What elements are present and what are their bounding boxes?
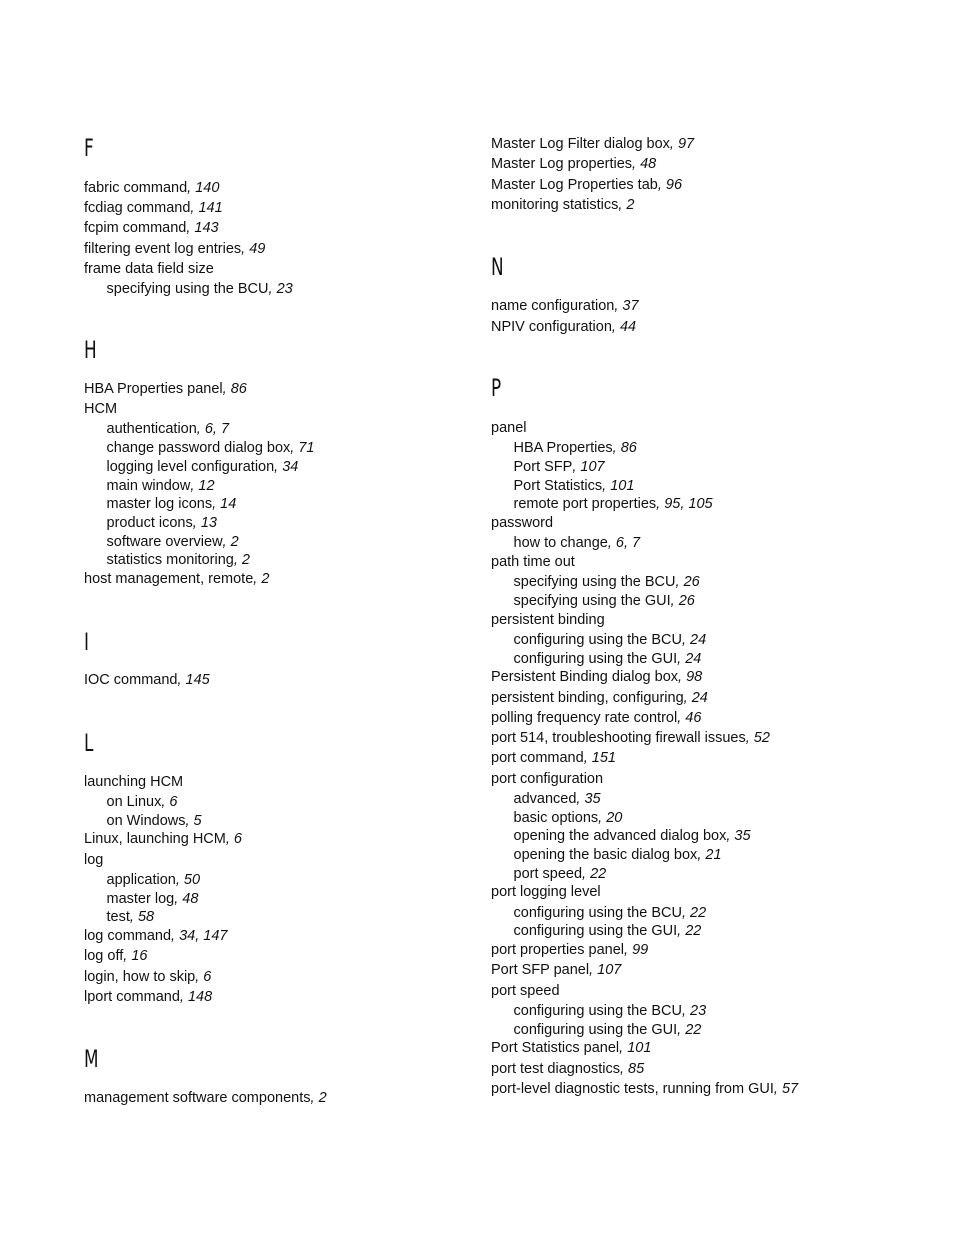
index-page-reference[interactable]: 86 [230, 381, 247, 397]
index-page-reference[interactable]: 23 [276, 281, 293, 297]
index-page-reference[interactable]: 6 [169, 794, 178, 810]
index-term: product icons [106, 515, 193, 531]
index-term: port speed [491, 983, 560, 999]
index-page-reference[interactable]: 2 [241, 552, 250, 568]
index-term: specifying using the GUI [513, 593, 671, 609]
index-page-reference[interactable]: 141 [198, 200, 223, 216]
index-term: port test diagnostics [491, 1061, 620, 1077]
index-page-reference[interactable]: 22 [685, 1022, 702, 1038]
index-term: software overview [106, 534, 223, 550]
index-separator: , [253, 571, 262, 587]
index-entry [84, 179, 219, 197]
index-subentry [84, 908, 154, 926]
index-section-letter: M [84, 1045, 99, 1073]
index-subentry [491, 809, 622, 827]
index-page-reference[interactable]: 98 [686, 669, 703, 685]
index-entry [491, 611, 605, 629]
index-entry [491, 318, 636, 336]
index-term: opening the basic dialog box [513, 847, 698, 863]
index-separator: , [175, 872, 184, 888]
index-term: port speed [513, 866, 583, 882]
index-term: Master Log Properties tab [491, 177, 658, 193]
index-term: Port Statistics [513, 478, 603, 494]
index-term: login, how to skip [84, 969, 196, 985]
index-term: port 514, troubleshooting firewall issues [491, 730, 746, 746]
index-separator: , [274, 459, 283, 475]
index-separator: , [186, 220, 195, 236]
index-term: port-level diagnostic tests, running from GUI [491, 1081, 774, 1097]
index-subentry [84, 280, 293, 298]
index-separator: , [675, 574, 684, 590]
index-separator: , [185, 813, 194, 829]
index-subentry [84, 514, 217, 532]
index-page-reference[interactable]: 52 [753, 730, 770, 746]
index-term: port logging level [491, 884, 601, 900]
index-separator: , [677, 710, 686, 726]
index-page-reference[interactable]: 14 [220, 496, 237, 512]
index-page-reference[interactable]: 143 [194, 220, 219, 236]
index-term: password [491, 515, 554, 531]
index-subentry [84, 477, 215, 495]
index-term: configuring using the BCU [513, 1003, 682, 1019]
index-subentry [491, 846, 722, 864]
index-entry [491, 883, 601, 901]
index-page-reference[interactable]: 148 [187, 989, 213, 1005]
index-separator: , [222, 381, 231, 397]
index-subentry [491, 904, 706, 922]
index-term: HBA Properties panel [84, 381, 223, 397]
index-page-reference[interactable]: 57 [781, 1081, 799, 1097]
index-separator: , [171, 928, 180, 944]
index-separator: , [619, 1040, 628, 1056]
index-separator: , [657, 177, 666, 193]
index-separator: , [576, 791, 585, 807]
index-subentry [84, 495, 236, 513]
index-term: HCM [84, 401, 118, 417]
index-term: lport command [84, 989, 180, 1005]
index-term: authentication [106, 421, 197, 437]
index-separator: , [233, 552, 242, 568]
index-page-reference[interactable]: 2 [261, 571, 270, 587]
index-term: Port Statistics panel [491, 1040, 620, 1056]
index-separator: , [677, 651, 686, 667]
index-term: logging level configuration [106, 459, 275, 475]
index-term: configuring using the BCU [513, 632, 682, 648]
index-page-reference[interactable]: 26 [683, 574, 700, 590]
index-term: polling frequency rate control [491, 710, 678, 726]
index-subentry [491, 458, 605, 476]
index-subentry [491, 922, 701, 940]
index-entry [84, 1089, 327, 1107]
index-separator: , [726, 828, 735, 844]
index-entry [84, 830, 242, 848]
index-entry [491, 1060, 644, 1078]
index-separator: , [632, 156, 641, 172]
index-term: test [106, 909, 130, 925]
index-page-reference[interactable]: 101 [627, 1040, 652, 1056]
index-term: advanced [513, 791, 577, 807]
index-separator: , [656, 496, 665, 512]
index-entry [491, 176, 682, 194]
index-page-reference[interactable]: 50 [183, 872, 201, 888]
index-page-reference[interactable]: 6, 7 [204, 421, 230, 437]
index-page-reference[interactable]: 20 [606, 810, 623, 826]
index-term: configuring using the GUI [513, 923, 678, 939]
index-separator: , [677, 923, 686, 939]
index-subentry [491, 573, 700, 591]
index-term: port properties panel [491, 942, 624, 958]
index-separator: , [212, 496, 221, 512]
index-subentry [491, 477, 634, 495]
index-page-reference[interactable]: 2 [230, 534, 239, 550]
index-page-reference[interactable]: 6, 7 [615, 535, 641, 551]
index-term: change password dialog box [106, 440, 291, 456]
index-subentry [84, 533, 239, 551]
index-page-reference[interactable]: 86 [620, 440, 637, 456]
index-term: persistent binding, configuring [491, 690, 684, 706]
index-page-reference[interactable]: 97 [677, 136, 695, 152]
index-page-reference[interactable]: 95, 105 [664, 496, 713, 512]
index-term: log off [84, 948, 124, 964]
index-separator: , [268, 281, 277, 297]
index-term: IOC command [84, 672, 178, 688]
index-term: port command [491, 750, 584, 766]
index-term: configuring using the BCU [513, 905, 682, 921]
index-separator: , [225, 831, 234, 847]
index-separator: , [612, 440, 621, 456]
index-page-reference[interactable]: 71 [298, 440, 315, 456]
index-term: NPIV configuration [491, 319, 612, 335]
index-page-reference[interactable]: 85 [628, 1061, 645, 1077]
index-term: fabric command [84, 180, 188, 196]
index-entry [84, 260, 214, 278]
index-entry [84, 570, 269, 588]
index-term: fcdiag command [84, 200, 191, 216]
index-entry [491, 729, 770, 747]
index-entry [491, 982, 560, 1000]
index-term: HBA Properties [513, 440, 613, 456]
index-entry [491, 419, 526, 437]
index-subentry [491, 631, 706, 649]
index-separator: , [177, 672, 186, 688]
index-separator: , [614, 298, 623, 314]
index-separator: , [582, 866, 591, 882]
index-term: specifying using the BCU [106, 281, 269, 297]
index-separator: , [681, 632, 691, 648]
index-separator: , [174, 891, 183, 907]
index-term: log command [84, 928, 172, 944]
index-separator: , [190, 200, 199, 216]
index-subentry [491, 439, 637, 457]
index-page-reference[interactable]: 48 [640, 156, 657, 172]
index-subentry [491, 1021, 701, 1039]
index-term: statistics monitoring [106, 552, 234, 568]
index-entry [491, 668, 702, 686]
index-entry [491, 749, 616, 767]
index-entry [491, 709, 701, 727]
index-separator: , [123, 948, 132, 964]
index-entry [491, 1080, 798, 1098]
index-page-reference[interactable]: 24 [691, 690, 708, 706]
index-page-reference[interactable]: 49 [249, 241, 266, 257]
index-separator: , [602, 478, 611, 494]
index-entry [84, 988, 212, 1006]
index-entry [84, 219, 219, 237]
index-separator: , [290, 440, 299, 456]
index-term: Port SFP [513, 459, 573, 475]
index-subentry [84, 439, 315, 457]
index-entry [84, 380, 247, 398]
index-subentry [84, 812, 202, 830]
index-entry [84, 671, 210, 689]
index-entry [491, 297, 639, 315]
index-page-reference[interactable]: 6 [203, 969, 212, 985]
index-separator: , [678, 669, 687, 685]
index-page-reference[interactable]: 22 [690, 905, 707, 921]
index-page-reference[interactable]: 107 [580, 459, 605, 475]
index-subentry [84, 871, 200, 889]
index-page-reference[interactable]: 35 [734, 828, 751, 844]
index-separator: , [187, 180, 196, 196]
index-entry [84, 947, 147, 965]
index-page-reference[interactable]: 151 [591, 750, 616, 766]
index-entry [84, 199, 223, 217]
index-term: log [84, 852, 104, 868]
index-term: main window [106, 478, 191, 494]
index-subentry [84, 890, 198, 908]
index-subentry [491, 534, 640, 552]
index-separator: , [589, 962, 598, 978]
index-separator: , [669, 136, 678, 152]
index-term: monitoring statistics [491, 197, 619, 213]
index-page-reference[interactable]: 44 [619, 319, 637, 335]
index-term: panel [491, 420, 527, 436]
index-page-reference[interactable]: 99 [632, 942, 649, 958]
index-separator: , [161, 794, 170, 810]
index-term: Master Log Filter dialog box [491, 136, 670, 152]
index-page-reference[interactable]: 6 [233, 831, 242, 847]
index-page-reference[interactable]: 37 [622, 298, 639, 314]
index-page-reference[interactable]: 22 [685, 923, 702, 939]
index-page-reference[interactable]: 2 [318, 1090, 327, 1106]
index-page-reference[interactable]: 5 [193, 813, 202, 829]
index-entry [84, 400, 117, 418]
index-separator: , [195, 969, 204, 985]
index-separator: , [773, 1081, 782, 1097]
index-term: frame data field size [84, 261, 214, 277]
index-page-reference[interactable]: 34, 147 [179, 928, 228, 944]
index-separator: , [683, 690, 692, 706]
index-page-reference[interactable]: 22 [590, 866, 607, 882]
index-page-reference[interactable]: 58 [137, 909, 155, 925]
index-term: application [106, 872, 176, 888]
index-term: launching HCM [84, 774, 184, 790]
index-separator: , [697, 847, 706, 863]
index-term: path time out [491, 554, 575, 570]
index-page-reference[interactable]: 96 [665, 177, 683, 193]
index-entry [491, 196, 634, 214]
index-subentry [491, 495, 713, 513]
index-separator: , [670, 593, 679, 609]
index-subentry [84, 793, 177, 811]
index-page-reference[interactable]: 48 [182, 891, 199, 907]
index-page-reference[interactable]: 21 [705, 847, 722, 863]
index-entry [84, 240, 265, 258]
index-term: port configuration [491, 771, 604, 787]
index-entry [491, 135, 694, 153]
index-separator: , [190, 478, 199, 494]
index-separator: , [310, 1090, 319, 1106]
index-term: how to change [513, 535, 608, 551]
index-term: specifying using the BCU [513, 574, 676, 590]
index-term: basic options [513, 810, 599, 826]
index-separator: , [583, 750, 592, 766]
index-subentry [491, 790, 601, 808]
index-page-reference[interactable]: 26 [678, 593, 695, 609]
index-separator: , [681, 905, 691, 921]
index-term: opening the advanced dialog box [513, 828, 727, 844]
index-page-reference[interactable]: 23 [690, 1003, 707, 1019]
index-subentry [491, 1002, 706, 1020]
index-page-reference[interactable]: 24 [685, 651, 702, 667]
index-term: host management, remote [84, 571, 254, 587]
index-section-letter: H [84, 336, 97, 364]
index-term: filtering event log entries [84, 241, 242, 257]
index-subentry [491, 865, 606, 883]
index-separator: , [222, 534, 231, 550]
index-subentry [491, 592, 695, 610]
index-entry [84, 927, 228, 945]
index-subentry [84, 551, 250, 569]
index-entry [491, 689, 708, 707]
index-entry [491, 941, 648, 959]
index-separator: , [624, 942, 633, 958]
index-term: Port SFP panel [491, 962, 590, 978]
index-page-reference[interactable]: 35 [584, 791, 601, 807]
index-term: fcpim command [84, 220, 187, 236]
index-separator: , [611, 319, 620, 335]
index-entry [491, 553, 575, 571]
index-separator: , [572, 459, 581, 475]
index-term: configuring using the GUI [513, 651, 678, 667]
index-section-letter: F [84, 134, 94, 162]
index-separator: , [745, 730, 754, 746]
index-entry [84, 773, 183, 791]
index-term: Master Log properties [491, 156, 633, 172]
index-page-reference[interactable]: 16 [131, 948, 148, 964]
index-separator: , [129, 909, 138, 925]
index-section-letter: P [491, 374, 502, 402]
index-separator: , [618, 197, 627, 213]
index-page-reference[interactable]: 24 [690, 632, 707, 648]
index-page-reference[interactable]: 46 [685, 710, 702, 726]
index-term: management software components [84, 1090, 311, 1106]
index-term: Linux, launching HCM [84, 831, 226, 847]
index-page-reference[interactable]: 2 [626, 197, 635, 213]
index-term: master log icons [106, 496, 213, 512]
index-entry [491, 514, 553, 532]
index-entry [491, 155, 656, 173]
index-separator: , [677, 1022, 686, 1038]
index-section-letter: N [491, 253, 504, 281]
index-section-letter: I [84, 628, 89, 656]
index-entry [491, 1039, 651, 1057]
index-page-reference[interactable]: 101 [610, 478, 635, 494]
index-entry [84, 968, 211, 986]
index-term: remote port properties [513, 496, 657, 512]
index-page-reference[interactable]: 140 [195, 180, 220, 196]
index-separator: , [598, 810, 607, 826]
index-separator: , [607, 535, 616, 551]
index-separator: , [619, 1061, 629, 1077]
index-separator: , [196, 421, 205, 437]
index-term: persistent binding [491, 612, 605, 628]
index-term: Persistent Binding dialog box [491, 669, 679, 685]
index-subentry [491, 827, 751, 845]
index-section-letter: L [84, 729, 94, 757]
index-separator: , [241, 241, 250, 257]
index-term: name configuration [491, 298, 615, 314]
index-separator: , [681, 1003, 691, 1019]
index-separator: , [192, 515, 201, 531]
index-page-reference[interactable]: 13 [200, 515, 217, 531]
index-entry [491, 770, 603, 788]
index-page-reference[interactable]: 34 [282, 459, 299, 475]
index-entry [491, 961, 621, 979]
index-term: on Windows [106, 813, 186, 829]
index-separator: , [179, 989, 188, 1005]
index-term: configuring using the GUI [513, 1022, 678, 1038]
index-entry [84, 851, 103, 869]
index-term: master log [106, 891, 175, 907]
index-subentry [491, 650, 701, 668]
index-subentry [84, 458, 298, 476]
index-page-reference[interactable]: 12 [198, 478, 215, 494]
index-subentry [84, 420, 229, 438]
index-page-reference[interactable]: 145 [185, 672, 210, 688]
index-term: on Linux [106, 794, 162, 810]
index-page-reference[interactable]: 107 [597, 962, 622, 978]
